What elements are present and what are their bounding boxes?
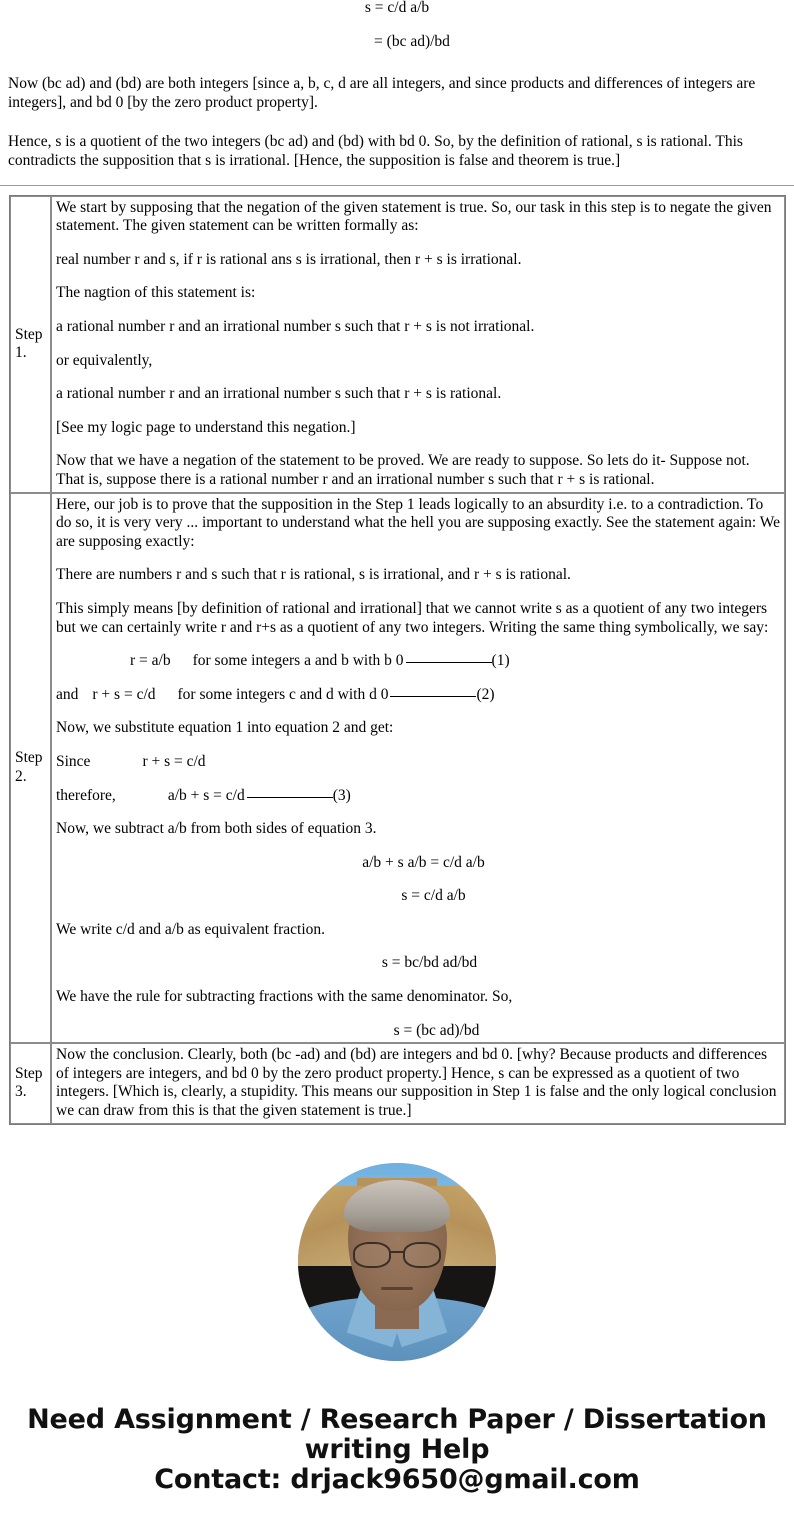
step-centered-equation: s = bc/bd ad/bd xyxy=(381,954,478,972)
preamble-equation-2: = (bc ad)/bd xyxy=(374,32,450,50)
step-label-cell: Step 2. xyxy=(10,493,51,1044)
equation-number: (3) xyxy=(332,786,351,804)
step-inline-equation xyxy=(56,787,781,806)
step-paragraph: Now, we substitute equation 1 into equation 2 and get: xyxy=(56,719,394,737)
footer-line-2: writing Help xyxy=(304,1433,490,1465)
proof-steps-table xyxy=(9,195,786,1125)
avatar-eyeglass-left xyxy=(353,1242,391,1268)
footer-line-3: Contact: drjack9650@gmail.com xyxy=(154,1464,640,1496)
footer-line-1: Need Assignment / Research Paper / Dissertation xyxy=(27,1403,767,1435)
step-paragraph: or equivalently, xyxy=(56,351,153,369)
equation-expression: a/b + s = c/d xyxy=(167,786,245,804)
step-label-cell: Step 3. xyxy=(10,1043,51,1123)
preamble-paragraph-2: Hence, s is a quotient of the two integers (bc ad) and (bd) with bd 0. So, by the definition of rational, s is rational. This contradicts the supposition that s is irrational. [Hence, the supposition is false and theorem is true.] xyxy=(8,132,743,169)
step-centered-equation: s = c/d a/b xyxy=(401,887,466,905)
equation-blank-underline xyxy=(390,696,476,697)
equation-lead: therefore, xyxy=(56,786,116,804)
step-paragraph: We start by supposing that the negation of the given statement is true. So, our task in this step is to negate the given statement. The given statement can be written formally as: xyxy=(56,198,772,235)
equation-expression: r + s = c/d xyxy=(142,752,206,770)
step-paragraph: [See my logic page to understand this negation.] xyxy=(56,418,356,436)
table-row xyxy=(10,196,785,493)
step-paragraph: Now that we have a negation of the statement to be proved. We are ready to suppose. So lets do it- Suppose not. That is, suppose there is a rational number r and an irrational number s such that r + s is rational. xyxy=(56,452,750,488)
step-paragraph: Now the conclusion. Clearly, both (bc -ad) and (bd) are integers and bd 0. [why? Because products and differences of integers are integers, and bd 0 by the zero product property.] Hence, s can be expressed as a quotient of two integers. [Which is, clearly, a stupidity. This means our supposition in Step 1 is false and the only logical conclusion we can draw from this is that the given statement is true.] xyxy=(56,1046,777,1120)
table-row xyxy=(10,1043,785,1123)
step-content-cell xyxy=(51,196,785,493)
step-paragraph: This simply means [by definition of rational and irrational] that we cannot write s as a quotient of any two integers but we can certainly write r and r+s as a quotient of any two integers. Writing the same thing symbolically, we say: xyxy=(56,599,769,636)
proof-table-body xyxy=(10,196,785,1124)
step-numbered-equation xyxy=(56,652,781,671)
avatar-eyeglass-right xyxy=(403,1242,441,1268)
equation-condition: for some integers c and d with d 0 xyxy=(177,685,389,703)
step-numbered-equation xyxy=(56,686,781,705)
equation-blank-underline xyxy=(406,662,492,663)
footer-contact-banner xyxy=(0,1361,794,1496)
step-paragraph: We write c/d and a/b as equivalent fraction. xyxy=(56,920,326,938)
step-paragraph: Now, we subtract a/b from both sides of equation 3. xyxy=(56,820,377,838)
equation-number: (2) xyxy=(476,685,495,703)
proof-table-container xyxy=(0,186,794,1125)
step-centered-equation: a/b + s a/b = c/d a/b xyxy=(362,853,485,871)
equation-expression: r = a/b xyxy=(130,652,171,670)
step-paragraph: a rational number r and an irrational number s such that r + s is rational. xyxy=(56,385,502,403)
step-label-cell: Step 1. xyxy=(10,196,51,493)
step-content-cell xyxy=(51,1043,785,1123)
avatar-mouth xyxy=(381,1287,413,1290)
step-centered-equation: s = (bc ad)/bd xyxy=(393,1021,480,1039)
equation-blank-underline xyxy=(247,797,333,798)
step-paragraph: We have the rule for subtracting fractions with the same denominator. So, xyxy=(56,988,513,1006)
avatar-eyeglass-bridge xyxy=(390,1251,404,1253)
step-paragraph: The nagtion of this statement is: xyxy=(56,284,256,302)
step-inline-equation xyxy=(56,753,781,772)
avatar xyxy=(298,1163,496,1361)
preamble-equation-1: s = c/d a/b xyxy=(364,0,430,16)
equation-expression: r + s = c/d xyxy=(92,685,156,703)
preamble-paragraph-1: Now (bc ad) and (bd) are both integers [since a, b, c, d are all integers, and since products and differences of integers are integers], and bd 0 [by the zero product property]. xyxy=(8,75,756,111)
step-paragraph: There are numbers r and s such that r is rational, s is irrational, and r + s is rational. xyxy=(56,566,571,584)
equation-lead: Since xyxy=(56,752,91,770)
step-paragraph: a rational number r and an irrational number s such that r + s is not irrational. xyxy=(56,318,535,335)
step-paragraph: real number r and s, if r is rational ans s is irrational, then r + s is irrational. xyxy=(56,250,522,268)
step-paragraph: Here, our job is to prove that the supposition in the Step 1 leads logically to an absurdity i.e. to a contradiction. To do so, it is very very ... important to understand what the hell you are supposing exactly. See the statement again: We are supposing exactly: xyxy=(56,495,781,550)
equation-lead: and xyxy=(56,685,79,703)
step-content-cell xyxy=(51,493,785,1044)
equation-condition: for some integers a and b with b 0 xyxy=(192,652,404,670)
table-row xyxy=(10,493,785,1044)
preamble-section xyxy=(0,0,794,171)
equation-number: (1) xyxy=(491,652,510,670)
avatar-section xyxy=(0,1125,794,1361)
